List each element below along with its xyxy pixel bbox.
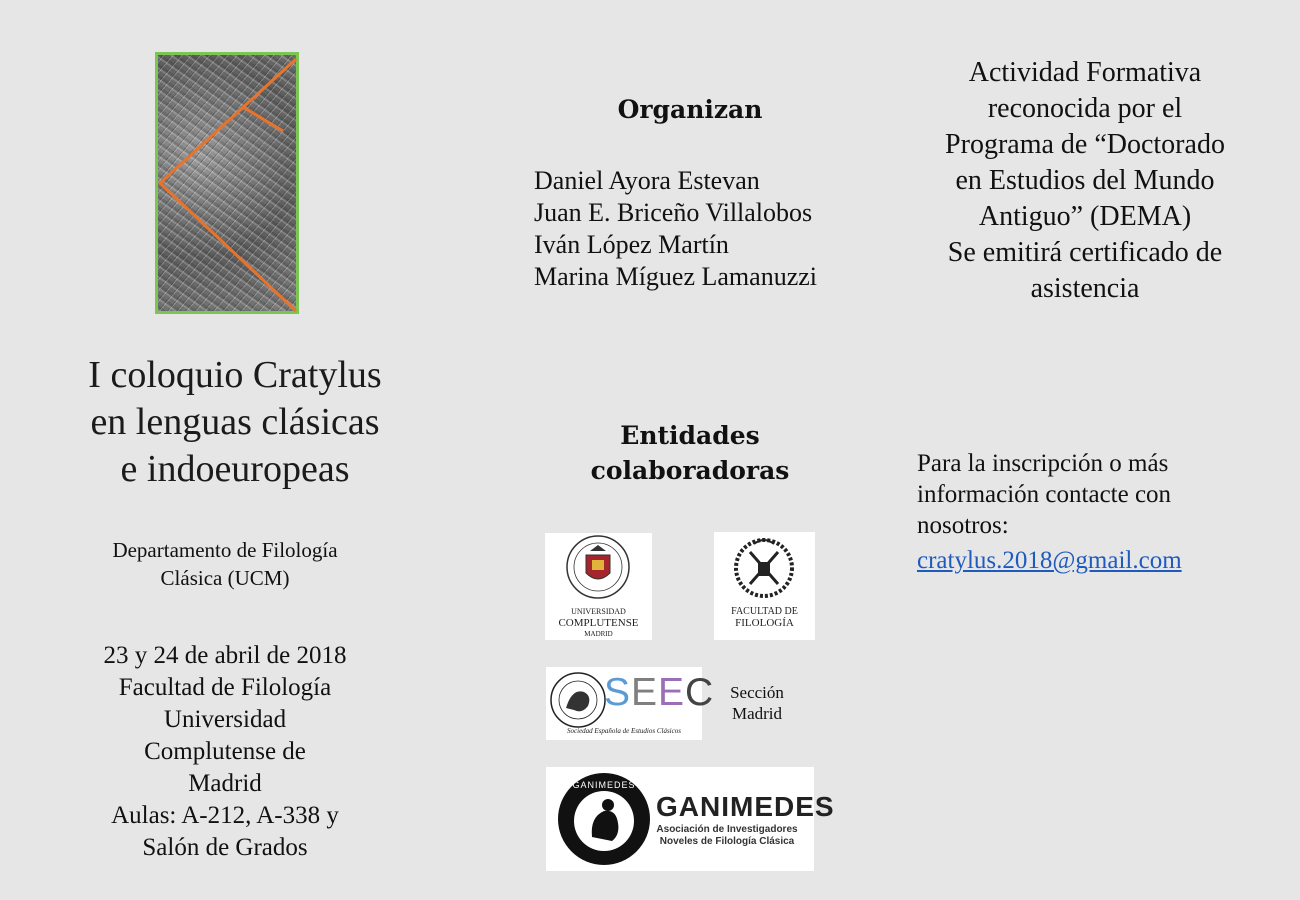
event-rooms-line: Aulas: A-212, A-338 y [111, 802, 339, 829]
organizer-name: Juan E. Briceño Villalobos [534, 198, 813, 227]
svg-text:GANIMEDES: GANIMEDES [572, 780, 636, 790]
contact-line: información contacte con [917, 481, 1172, 508]
filologia-logo-line: FILOLOGÍA [735, 617, 794, 629]
filologia-logo [714, 532, 815, 640]
filologia-emblem-icon [714, 532, 815, 602]
ucm-crest-icon [545, 533, 652, 603]
activity-line: reconocida por el [987, 93, 1183, 124]
organizers-list [534, 165, 817, 293]
collaborators-heading-line: Entidades [620, 421, 760, 450]
event-title-line: en lenguas clásicas [90, 401, 380, 443]
activity-line: en Estudios del Mundo [955, 165, 1215, 196]
seccion-line: Sección [730, 683, 784, 702]
collaborators-heading [560, 418, 820, 488]
event-venue-line: Universidad [163, 706, 287, 733]
department-line: Clásica (UCM) [160, 566, 290, 590]
seec-logo-text: SEEC [604, 671, 715, 714]
event-date: 23 y 24 de abril de 2018 [103, 642, 347, 669]
cover-image [155, 52, 299, 314]
organizers-heading: Organizan [617, 95, 763, 124]
activity-line: Se emitirá certificado de [947, 237, 1223, 268]
contact-line: Para la inscripción o más [917, 450, 1169, 477]
activity-notice [905, 55, 1265, 307]
ganimedes-subtitle [652, 824, 802, 848]
department [60, 536, 390, 592]
event-details [40, 640, 410, 864]
ganimedes-subtitle-line: Asociación de Investigadores [656, 824, 798, 835]
ucm-logo-line: COMPLUTENSE [558, 617, 639, 629]
contact-info [917, 448, 1247, 576]
organizer-name: Iván López Martín [534, 230, 729, 259]
seec-emblem-icon [548, 670, 608, 730]
ucm-logo [545, 533, 652, 640]
ganimedes-logo [546, 767, 835, 871]
ganimedes-name: GANIMEDES [656, 791, 835, 822]
department-line: Departamento de Filología [112, 538, 338, 562]
activity-line: Actividad Formativa [968, 57, 1202, 88]
seccion-madrid [724, 682, 790, 724]
event-venue-line: Complutense de [144, 738, 306, 765]
seccion-line: Madrid [731, 704, 783, 723]
ucm-logo-line: UNIVERSIDAD [571, 607, 626, 616]
contact-email-link[interactable]: cratylus.2018@gmail.com [917, 547, 1182, 574]
seec-logo [546, 667, 715, 740]
seec-caption: Sociedad Española de Estudios Clásicos [567, 727, 681, 735]
event-title-line: e indoeuropeas [120, 448, 350, 490]
event-venue-line: Madrid [188, 770, 262, 797]
organizer-name: Daniel Ayora Estevan [534, 166, 760, 195]
ganimedes-emblem-icon [556, 771, 652, 867]
event-title [40, 352, 430, 493]
ganimedes-subtitle-line: Noveles de Filología Clásica [659, 836, 795, 847]
activity-line: Programa de “Doctorado [945, 129, 1225, 160]
collaborators-heading-line: colaboradoras [590, 456, 790, 485]
contact-line: nosotros: [917, 512, 1009, 539]
event-rooms-line: Salón de Grados [142, 834, 308, 861]
activity-line: Antiguo” (DEMA) [978, 201, 1192, 232]
organizer-name: Marina Míguez Lamanuzzi [534, 262, 817, 291]
orange-lines-graphic [158, 55, 296, 311]
activity-line: asistencia [1030, 273, 1140, 304]
filologia-logo-line: FACULTAD DE [731, 606, 798, 617]
ucm-logo-line: MADRID [584, 630, 613, 638]
event-venue-line: Facultad de Filología [118, 674, 332, 701]
event-title-line: I coloquio Cratylus [88, 354, 382, 396]
